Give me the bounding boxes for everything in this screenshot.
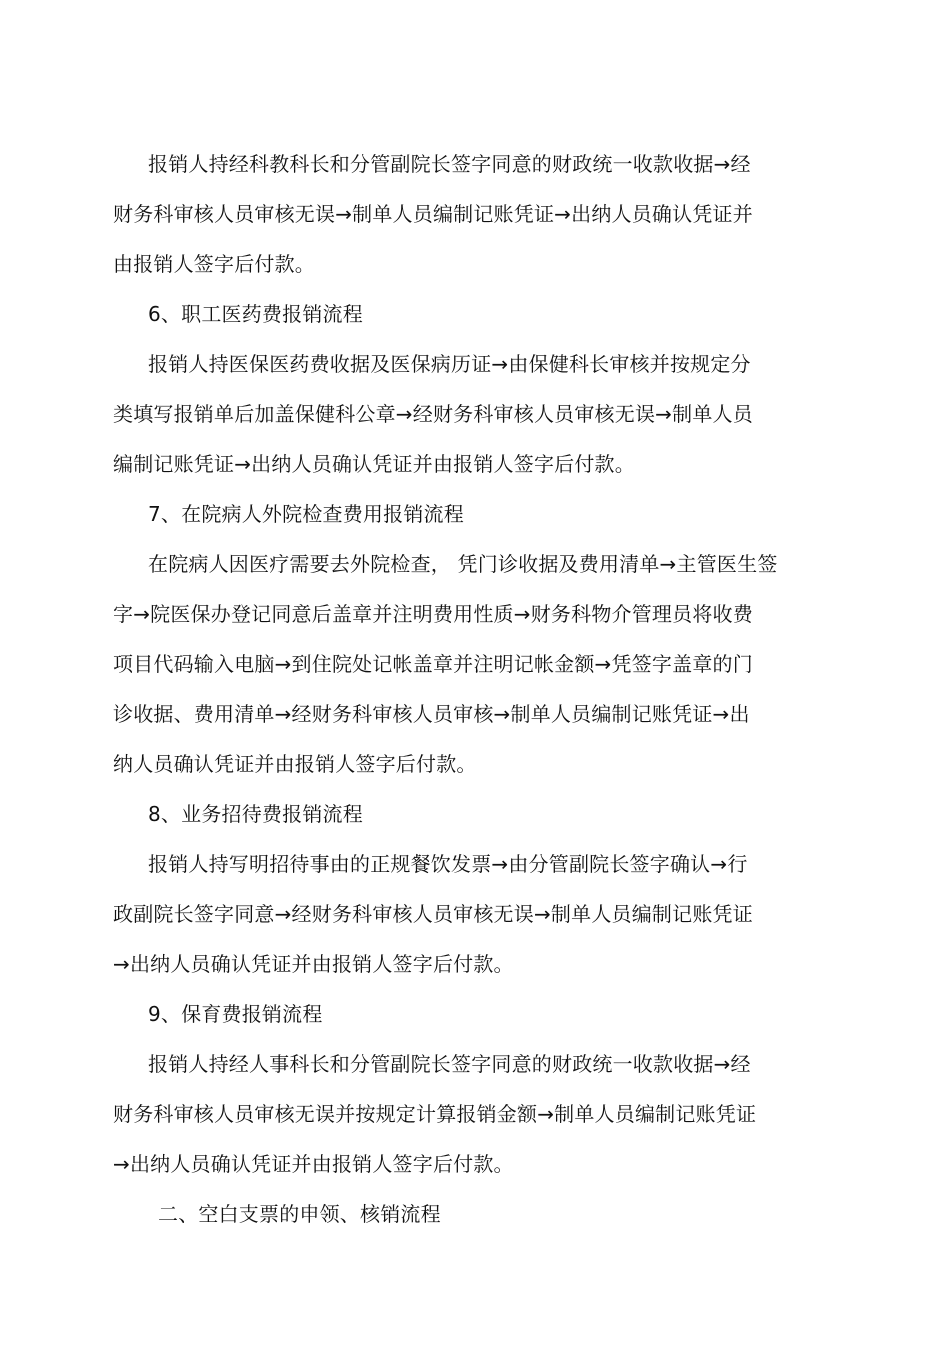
chapter-heading: 二、空白支票的申领、核销流程 (158, 1202, 441, 1226)
paragraph-line: 编制记账凭证→出纳人员确认凭证并由报销人签字后付款。 (113, 452, 635, 476)
paragraph-line: 政副院长签字同意→经财务科审核人员审核无误→制单人员编制记账凭证 (113, 902, 753, 926)
paragraph-line: 由报销人签字后付款。 (113, 252, 315, 276)
paragraph-line: →出纳人员确认凭证并由报销人签字后付款。 (113, 1152, 514, 1176)
section-heading: 6、职工医药费报销流程 (148, 302, 363, 326)
paragraph-line: 财务科审核人员审核无误→制单人员编制记账凭证→出纳人员确认凭证并 (113, 202, 753, 226)
paragraph-line: →出纳人员确认凭证并由报销人签字后付款。 (113, 952, 514, 976)
section-heading: 8、业务招待费报销流程 (148, 802, 363, 826)
section-heading: 7、在院病人外院检查费用报销流程 (148, 502, 464, 526)
paragraph-line: 字→院医保办登记同意后盖章并注明费用性质→财务科物介管理员将收费 (113, 602, 753, 626)
paragraph-line: 诊收据、费用清单→经财务科审核人员审核→制单人员编制记账凭证→出 (113, 702, 750, 726)
paragraph-line: 财务科审核人员审核无误并按规定计算报销金额→制单人员编制记账凭证 (113, 1102, 757, 1126)
paragraph-line: 报销人持经人事科长和分管副院长签字同意的财政统一收款收据→经 (148, 1052, 751, 1076)
paragraph-line: 报销人持医保医药费收据及医保病历证→由保健科长审核并按规定分 (148, 352, 751, 376)
paragraph-line: 在院病人因医疗需要去外院检查， 凭门诊收据及费用清单→主管医生签 (148, 552, 778, 576)
paragraph-line: 报销人持写明招待事由的正规餐饮发票→由分管副院长签字确认→行 (148, 852, 748, 876)
paragraph-line: 项目代码输入电脑→到住院处记帐盖章并注明记帐金额→凭签字盖章的门 (113, 652, 753, 676)
paragraph-line: 报销人持经科教科长和分管副院长签字同意的财政统一收款收据→经 (148, 152, 751, 176)
paragraph-line: 纳人员确认凭证并由报销人签字后付款。 (113, 752, 477, 776)
paragraph-line: 类填写报销单后加盖保健科公章→经财务科审核人员审核无误→制单人员 (113, 402, 753, 426)
section-heading: 9、保育费报销流程 (148, 1002, 323, 1026)
